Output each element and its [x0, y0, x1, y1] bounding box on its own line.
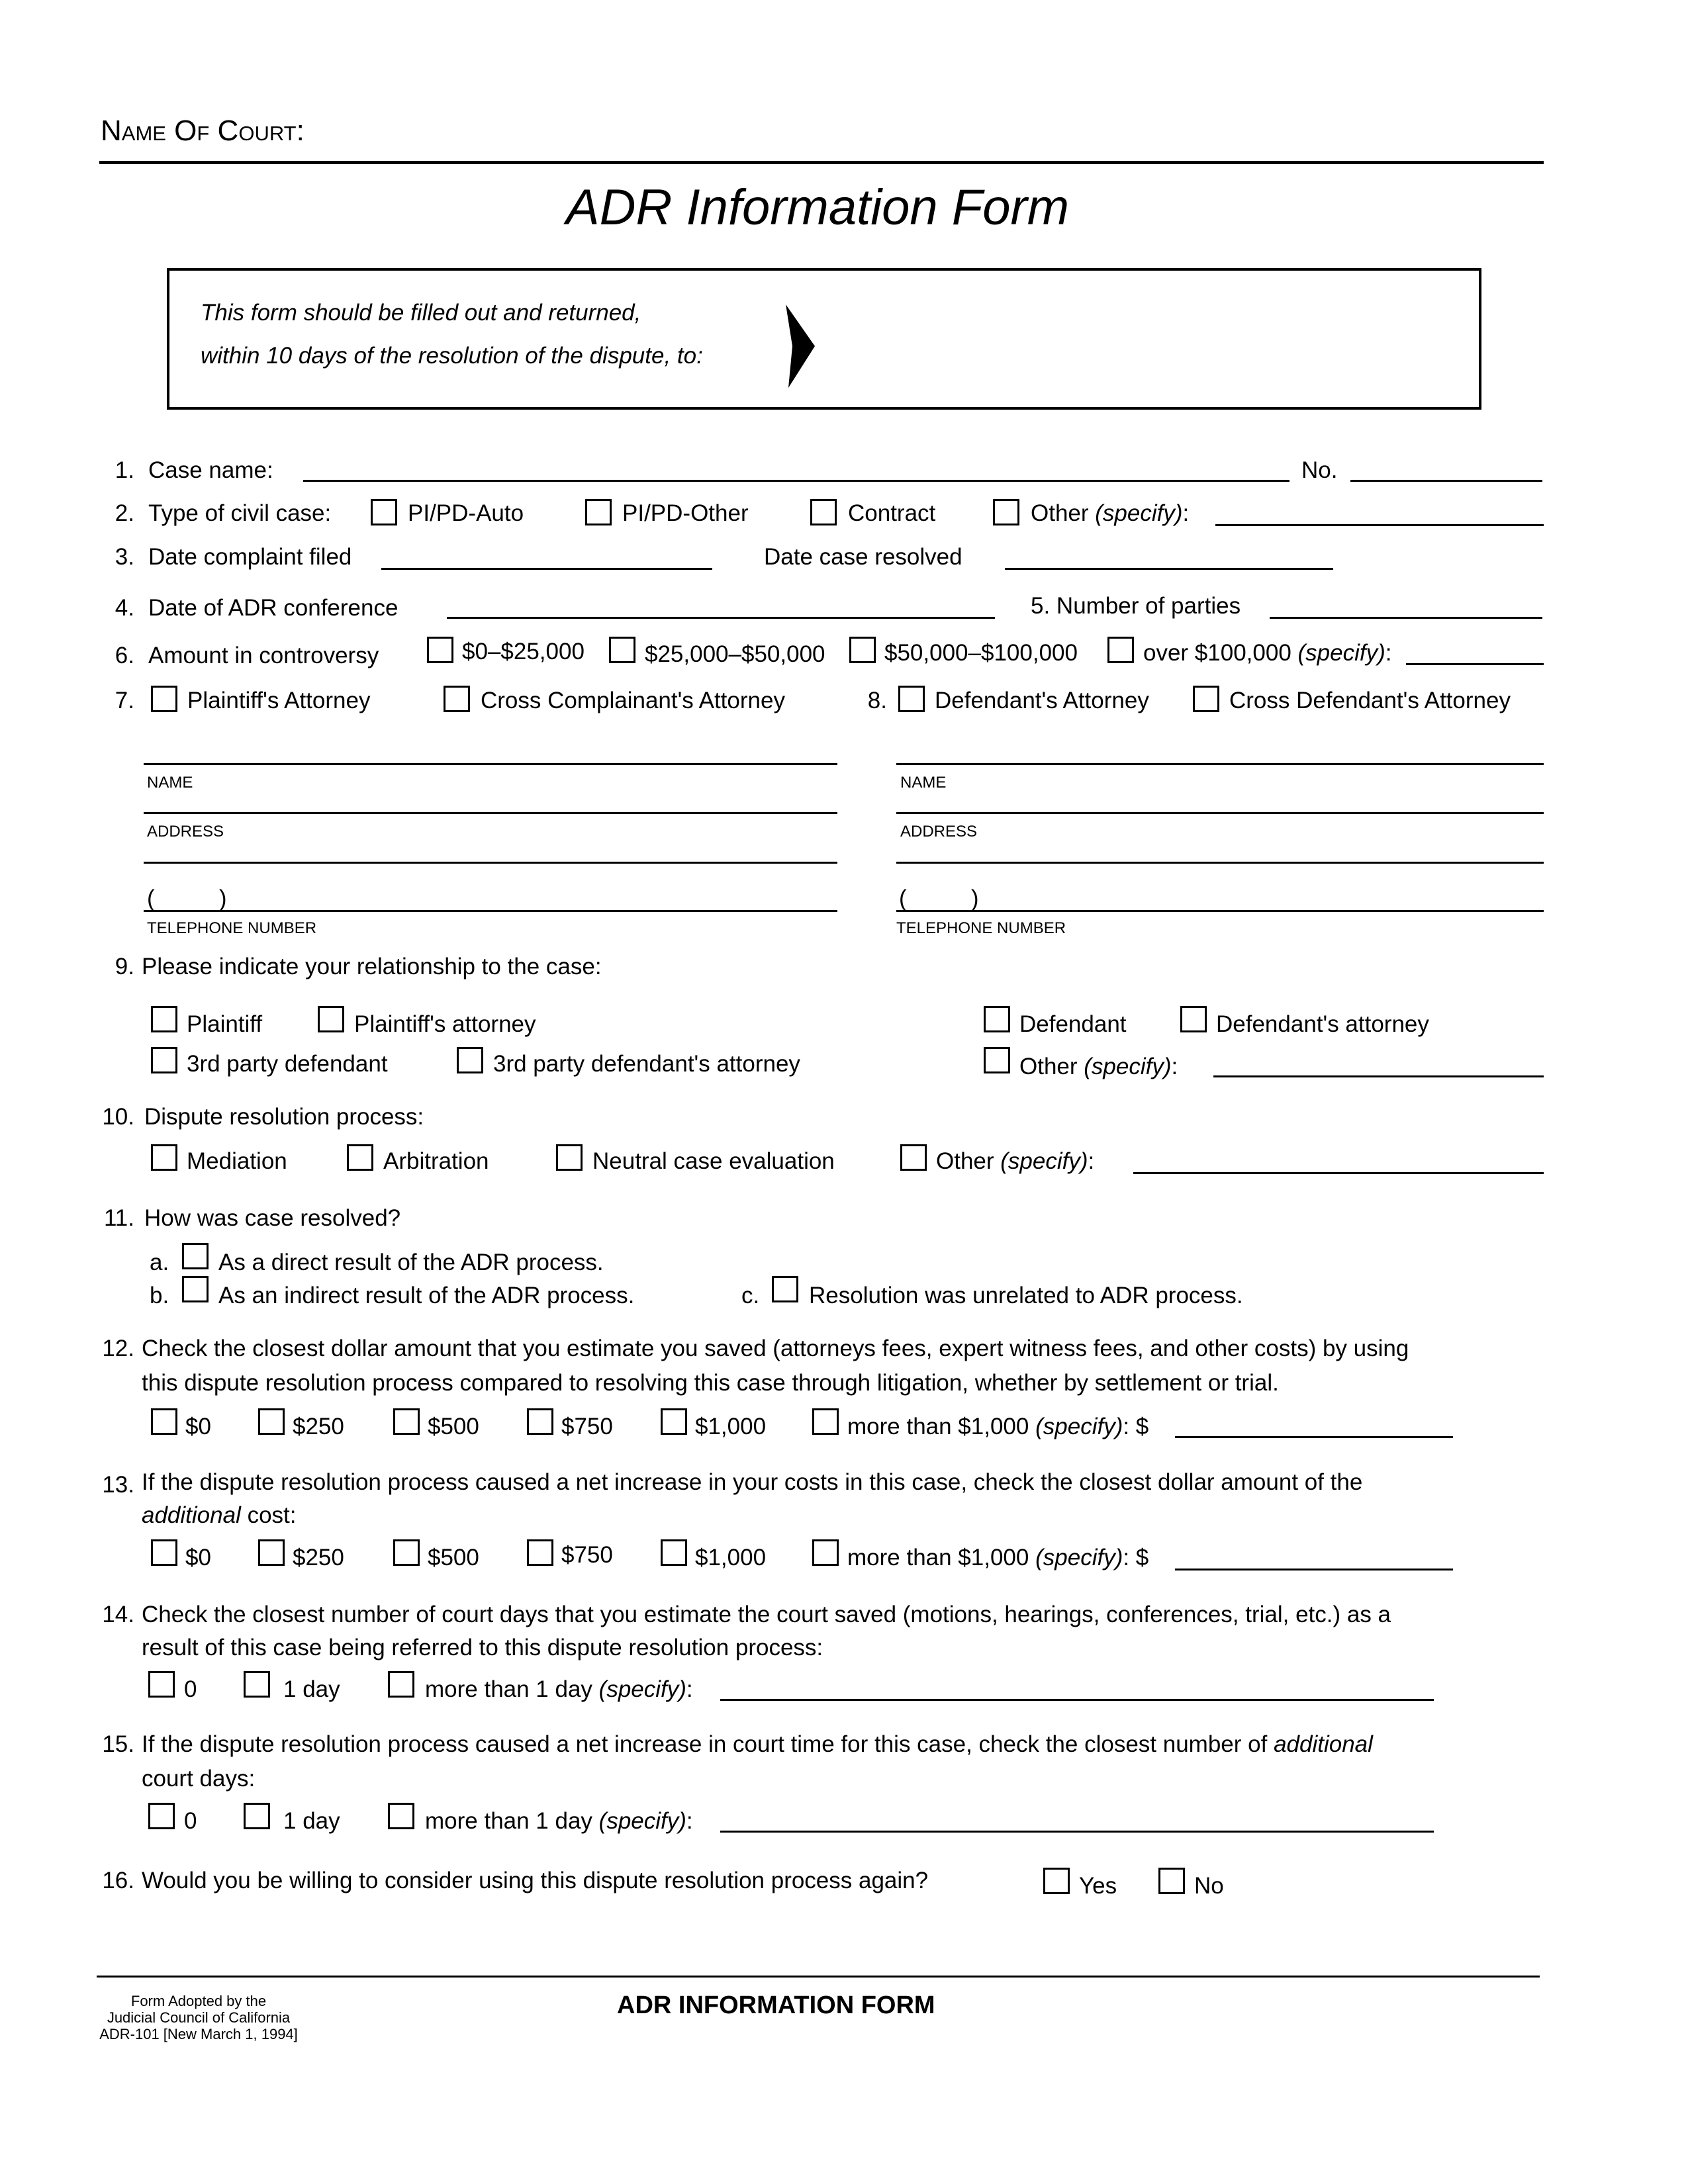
right-address-label: ADDRESS: [900, 823, 978, 841]
defendants-attorney-checkbox[interactable]: [898, 686, 925, 712]
saved-more-than-1000-field[interactable]: [1175, 1436, 1453, 1438]
q11-c-letter: c.: [741, 1283, 760, 1308]
days-saved-1-label: 1 day: [283, 1676, 340, 1702]
saved-1000-label: $1,000: [695, 1414, 767, 1439]
q15-line1-italic: additional: [1274, 1731, 1373, 1757]
case-type-other-label: [1031, 502, 1189, 525]
process-mediation-label: Mediation: [187, 1148, 287, 1174]
adr-conference-date-field[interactable]: [447, 617, 995, 619]
days-saved-0-checkbox[interactable]: [148, 1671, 175, 1698]
relationship-plaintiffs-attorney-label: Plaintiff's attorney: [354, 1011, 536, 1037]
amount-25k-50k-checkbox[interactable]: [609, 637, 635, 663]
days-saved-more-than-1-label: [425, 1678, 693, 1701]
header-rule: [99, 161, 1544, 164]
date-complaint-filed-field[interactable]: [381, 568, 712, 570]
resolved-indirect-checkbox[interactable]: [182, 1276, 209, 1302]
case-type-pipd-other-checkbox[interactable]: [585, 499, 612, 525]
q1-label: Case name:: [148, 457, 273, 483]
q3-resolved-label: Date case resolved: [764, 544, 962, 570]
increase-more-than-1000-specify: (specify): [1035, 1545, 1123, 1570]
process-other-colon: :: [1088, 1148, 1095, 1174]
q13-line1: If the dispute resolution process caused a net increase in your costs in this case, check the closest dollar amount of the: [142, 1469, 1363, 1495]
increase-more-than-1000-label: [847, 1546, 1149, 1569]
left-address-label: ADDRESS: [147, 823, 224, 841]
arrow-right-icon: [784, 303, 818, 389]
relationship-other-checkbox[interactable]: [984, 1047, 1010, 1073]
saved-500-label: $500: [428, 1414, 479, 1439]
q11-label: How was case resolved?: [144, 1205, 401, 1231]
right-telephone-field[interactable]: [896, 910, 1544, 912]
days-increase-0-label: 0: [184, 1808, 197, 1834]
increase-more-than-1000-text: more than $1,000: [847, 1545, 1029, 1570]
amount-over-100k-colon: :: [1385, 640, 1392, 666]
q13-line2: [142, 1504, 296, 1527]
q9-number: 9.: [115, 954, 134, 979]
saved-250-label: $250: [293, 1414, 344, 1439]
right-name-label: NAME: [900, 774, 947, 792]
process-neutral-case-evaluation-label: Neutral case evaluation: [592, 1148, 835, 1174]
form-title: ADR Information Form: [565, 179, 1070, 236]
saved-more-than-1000-suffix: : $: [1123, 1414, 1149, 1439]
q4-number: 4.: [115, 595, 134, 621]
q3-number: 3.: [115, 544, 134, 570]
q15-line2: court days:: [142, 1766, 256, 1792]
increase-500-label: $500: [428, 1545, 479, 1570]
q15-line1: [142, 1733, 1373, 1756]
amount-over-100k-field[interactable]: [1406, 663, 1544, 665]
relationship-3rd-party-defendant-checkbox[interactable]: [151, 1047, 177, 1073]
amount-over-100k-checkbox[interactable]: [1107, 637, 1134, 663]
reuse-yes-label: Yes: [1079, 1873, 1117, 1899]
process-other-specify: (specify): [1000, 1148, 1088, 1174]
process-arbitration-label: Arbitration: [383, 1148, 489, 1174]
saved-0-label: $0: [185, 1414, 211, 1439]
q11-a-letter: a.: [150, 1250, 169, 1275]
relationship-defendant-label: Defendant: [1019, 1011, 1127, 1037]
case-type-other-text: Other: [1031, 500, 1089, 526]
process-other-label: [936, 1150, 1094, 1173]
left-telephone-field[interactable]: [144, 910, 837, 912]
q1-no-label: No.: [1301, 457, 1338, 483]
increase-1000-label: $1,000: [695, 1545, 767, 1570]
relationship-other-field[interactable]: [1213, 1075, 1544, 1077]
case-number-field[interactable]: [1350, 480, 1542, 482]
q5-label: 5. Number of parties: [1031, 593, 1241, 619]
resolved-unrelated-label: Resolution was unrelated to ADR process.: [809, 1283, 1243, 1308]
days-saved-0-label: 0: [184, 1676, 197, 1702]
footer-adopted-line3: ADR-101 [New March 1, 1994]: [99, 2026, 298, 2042]
q11-number: 11.: [103, 1205, 134, 1231]
days-increase-1-checkbox[interactable]: [244, 1803, 270, 1829]
days-increase-more-than-1-label: [425, 1809, 693, 1833]
footer-adopted-line1: Form Adopted by the: [130, 1993, 267, 2009]
saved-750-label: $750: [561, 1414, 613, 1439]
increase-250-label: $250: [293, 1545, 344, 1570]
amount-0-25k-checkbox[interactable]: [427, 637, 453, 663]
q9-label: Please indicate your relationship to the case:: [142, 954, 602, 979]
days-increase-more-than-1-field[interactable]: [720, 1831, 1434, 1833]
right-phone-parens: ( ): [899, 886, 979, 911]
court-label: Name Of Court:: [101, 114, 305, 147]
cross-defendants-attorney-label: Cross Defendant's Attorney: [1229, 688, 1511, 713]
days-increase-1-label: 1 day: [283, 1808, 340, 1834]
case-type-pipd-other-label: PI/PD-Other: [622, 500, 749, 526]
resolved-unrelated-checkbox[interactable]: [772, 1276, 798, 1302]
amount-over-100k-label: [1143, 641, 1392, 664]
case-name-field[interactable]: [303, 480, 1289, 482]
right-address-line2-field[interactable]: [896, 862, 1544, 864]
q12-line2: this dispute resolution process compared to resolving this case through litigation, whether by settlement or trial.: [142, 1370, 1279, 1396]
case-type-other-colon: :: [1182, 500, 1190, 526]
q14-line1: Check the closest number of court days that you estimate the court saved (motions, hearings, conferences, trial, etc.) as a: [142, 1602, 1391, 1627]
left-name-label: NAME: [147, 774, 193, 792]
amount-50k-100k-label: $50,000–$100,000: [884, 640, 1078, 666]
saved-250-checkbox[interactable]: [258, 1408, 285, 1435]
amount-25k-50k-label: $25,000–$50,000: [645, 641, 825, 667]
cross-complainants-attorney-label: Cross Complainant's Attorney: [481, 688, 785, 713]
relationship-3rd-party-defendants-attorney-checkbox[interactable]: [457, 1047, 483, 1073]
relationship-other-colon: :: [1171, 1054, 1178, 1079]
relationship-plaintiff-checkbox[interactable]: [151, 1006, 177, 1032]
increase-more-than-1000-suffix: : $: [1123, 1545, 1149, 1570]
days-saved-more-than-1-checkbox[interactable]: [388, 1671, 414, 1698]
footer-adopted-line2: Judicial Council of California: [107, 2009, 291, 2026]
increase-more-than-1000-field[interactable]: [1175, 1569, 1453, 1570]
footer-title: ADR INFORMATION FORM: [617, 1991, 935, 2019]
increase-0-checkbox[interactable]: [151, 1539, 177, 1566]
saved-500-checkbox[interactable]: [393, 1408, 420, 1435]
date-case-resolved-field[interactable]: [1005, 568, 1333, 570]
days-increase-more-than-1-specify: (specify): [598, 1808, 686, 1834]
case-type-contract-checkbox[interactable]: [810, 499, 837, 525]
increase-750-checkbox[interactable]: [527, 1539, 553, 1566]
reuse-no-label: No: [1194, 1873, 1224, 1899]
days-increase-more-than-1-checkbox[interactable]: [388, 1803, 414, 1829]
amount-over-100k-specify: (specify): [1297, 640, 1385, 666]
q14-number: 14.: [102, 1602, 134, 1627]
relationship-defendants-attorney-label: Defendant's attorney: [1216, 1011, 1429, 1037]
increase-500-checkbox[interactable]: [393, 1539, 420, 1566]
amount-over-100k-text: over $100,000: [1143, 640, 1291, 666]
right-address-field[interactable]: [896, 812, 1544, 814]
number-of-parties-field[interactable]: [1270, 617, 1542, 619]
case-type-other-checkbox[interactable]: [993, 499, 1019, 525]
defendants-attorney-label: Defendant's Attorney: [935, 688, 1149, 713]
days-saved-more-than-1-specify: (specify): [598, 1676, 686, 1702]
left-name-field[interactable]: [144, 763, 837, 765]
days-saved-1-checkbox[interactable]: [244, 1671, 270, 1698]
q13-line2-italic: additional: [142, 1502, 241, 1528]
resolved-indirect-label: As an indirect result of the ADR process.: [218, 1283, 635, 1308]
plaintiffs-attorney-checkbox[interactable]: [151, 686, 177, 712]
reuse-yes-checkbox[interactable]: [1043, 1868, 1070, 1894]
days-increase-more-than-1-text: more than 1 day: [425, 1808, 592, 1834]
instruction-line2: within 10 days of the resolution of the dispute, to:: [201, 343, 703, 369]
q8-number: 8.: [867, 688, 887, 713]
relationship-plaintiff-label: Plaintiff: [187, 1011, 263, 1037]
relationship-other-specify: (specify): [1084, 1054, 1172, 1079]
right-name-field[interactable]: [896, 763, 1544, 765]
increase-250-checkbox[interactable]: [258, 1539, 285, 1566]
q11-b-letter: b.: [150, 1283, 169, 1308]
case-type-other-specify: (specify): [1095, 500, 1183, 526]
return-address-field[interactable]: [834, 278, 1463, 397]
days-increase-0-checkbox[interactable]: [148, 1803, 175, 1829]
increase-more-than-1000-checkbox[interactable]: [812, 1539, 839, 1566]
process-mediation-checkbox[interactable]: [151, 1144, 177, 1171]
saved-more-than-1000-checkbox[interactable]: [812, 1408, 839, 1435]
q16-number: 16.: [102, 1868, 134, 1893]
resolved-direct-label: As a direct result of the ADR process.: [218, 1250, 604, 1275]
footer-rule: [97, 1976, 1540, 1978]
instruction-line1: This form should be filled out and returned,: [201, 300, 641, 326]
case-type-contract-label: Contract: [848, 500, 936, 526]
process-other-field[interactable]: [1133, 1172, 1544, 1174]
q10-label: Dispute resolution process:: [144, 1104, 424, 1130]
reuse-no-checkbox[interactable]: [1158, 1868, 1185, 1894]
relationship-other-text: Other: [1019, 1054, 1078, 1079]
relationship-3rd-party-defendant-label: 3rd party defendant: [187, 1051, 388, 1077]
relationship-3rd-party-defendants-attorney-label: 3rd party defendant's attorney: [493, 1051, 800, 1077]
days-increase-more-than-1-colon: :: [686, 1808, 693, 1834]
cross-complainants-attorney-checkbox[interactable]: [444, 686, 470, 712]
increase-1000-checkbox[interactable]: [661, 1539, 687, 1566]
left-address-field[interactable]: [144, 812, 837, 814]
q15-number: 15.: [102, 1731, 134, 1757]
q12-line1: Check the closest dollar amount that you estimate you saved (attorneys fees, expert witness fees, and other costs) by using: [142, 1336, 1409, 1361]
case-type-pipd-auto-checkbox[interactable]: [371, 499, 397, 525]
cross-defendants-attorney-checkbox[interactable]: [1193, 686, 1219, 712]
case-type-other-field[interactable]: [1215, 524, 1544, 526]
saved-more-than-1000-text: more than $1,000: [847, 1414, 1029, 1439]
process-neutral-case-evaluation-checkbox[interactable]: [556, 1144, 583, 1171]
left-phone-parens: ( ): [147, 886, 227, 911]
amount-50k-100k-checkbox[interactable]: [849, 637, 876, 663]
relationship-other-label: [1019, 1055, 1178, 1078]
process-other-checkbox[interactable]: [900, 1144, 927, 1171]
days-saved-more-than-1-field[interactable]: [720, 1699, 1434, 1701]
saved-1000-checkbox[interactable]: [661, 1408, 687, 1435]
q4-label: Date of ADR conference: [148, 595, 399, 621]
increase-0-label: $0: [185, 1545, 211, 1570]
relationship-plaintiffs-attorney-checkbox[interactable]: [318, 1006, 344, 1032]
q14-line2: result of this case being referred to this dispute resolution process:: [142, 1635, 823, 1661]
relationship-defendants-attorney-checkbox[interactable]: [1180, 1006, 1207, 1032]
saved-more-than-1000-label: [847, 1415, 1149, 1438]
days-saved-more-than-1-text: more than 1 day: [425, 1676, 592, 1702]
case-type-pipd-auto-label: PI/PD-Auto: [408, 500, 524, 526]
saved-750-checkbox[interactable]: [527, 1408, 553, 1435]
q16-label: Would you be willing to consider using this dispute resolution process again?: [142, 1868, 929, 1893]
q2-label: Type of civil case:: [148, 500, 332, 526]
left-telephone-label: TELEPHONE NUMBER: [147, 919, 317, 937]
left-address-line2-field[interactable]: [144, 862, 837, 864]
q10-number: 10.: [102, 1104, 134, 1130]
relationship-defendant-checkbox[interactable]: [984, 1006, 1010, 1032]
saved-0-checkbox[interactable]: [151, 1408, 177, 1435]
q15-line1-text: If the dispute resolution process caused a net increase in court time for this case, check the closest number of: [142, 1731, 1268, 1757]
process-arbitration-checkbox[interactable]: [347, 1144, 373, 1171]
days-saved-more-than-1-colon: :: [686, 1676, 693, 1702]
q6-label: Amount in controversy: [148, 643, 379, 668]
increase-750-label: $750: [561, 1542, 613, 1568]
q13-number: 13.: [102, 1472, 134, 1498]
q13-line2-rest: cost:: [240, 1502, 297, 1528]
amount-0-25k-label: $0–$25,000: [462, 639, 585, 664]
right-telephone-label: TELEPHONE NUMBER: [896, 919, 1066, 937]
q3-label: Date complaint filed: [148, 544, 352, 570]
q1-number: 1.: [115, 457, 134, 483]
process-other-text: Other: [936, 1148, 994, 1174]
q6-number: 6.: [115, 643, 134, 668]
plaintiffs-attorney-label: Plaintiff's Attorney: [187, 688, 371, 713]
saved-more-than-1000-specify: (specify): [1035, 1414, 1123, 1439]
resolved-direct-checkbox[interactable]: [182, 1243, 209, 1269]
q7-number: 7.: [115, 688, 134, 713]
q12-number: 12.: [102, 1336, 134, 1361]
q2-number: 2.: [115, 500, 134, 526]
